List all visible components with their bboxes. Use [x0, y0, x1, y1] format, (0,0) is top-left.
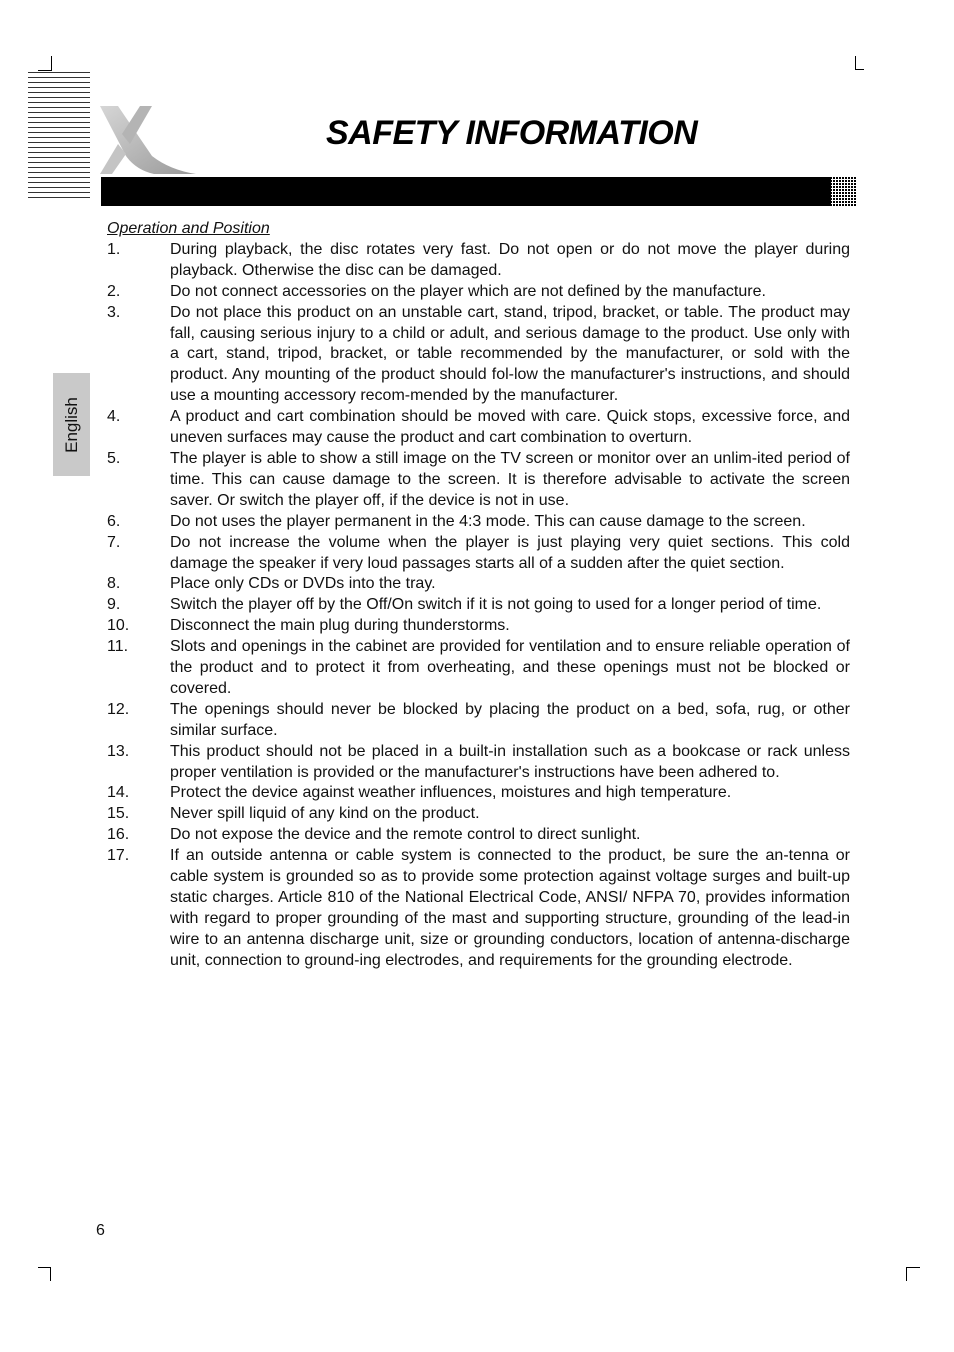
item-text: Never spill liquid of any kind on the product.: [170, 805, 480, 823]
item-number: 4.: [107, 408, 121, 426]
list-item: [107, 742, 850, 784]
item-number: 1.: [107, 240, 121, 258]
page-number: 6: [96, 1222, 105, 1239]
item-number: 7.: [107, 533, 121, 551]
item-number: 5.: [107, 449, 121, 467]
xoro-x-logo-icon: [96, 104, 200, 178]
item-text: The openings should never be blocked by placing the product on a bed, sofa, rug, or other similar surface.: [170, 700, 850, 739]
item-number: 10.: [107, 617, 130, 635]
item-number: 8.: [107, 575, 121, 593]
item-text: Slots and openings in the cabinet are provided for ventilation and to ensure reliable operation of the product and to protect it from overheating, and these openings must not be blocked or covered.: [170, 638, 850, 697]
item-text: Disconnect the main plug during thunderstorms.: [170, 617, 510, 635]
list-item: [107, 449, 850, 512]
item-number: 3.: [107, 303, 121, 321]
item-number: 11.: [107, 638, 129, 656]
item-number: 14.: [107, 784, 130, 802]
item-text: This product should not be placed in a built-in installation such as a bookcase or rack unless proper ventilation is provided or the manufacturer's instructions have been adhered to.: [170, 742, 850, 781]
list-item: [107, 595, 850, 616]
list-item: [107, 616, 850, 637]
language-label: English: [61, 396, 81, 453]
list-item: [107, 282, 850, 303]
section-heading: Operation and Position: [107, 220, 270, 237]
title-bar: [101, 177, 831, 206]
list-item: [107, 240, 850, 282]
list-item: [107, 846, 850, 971]
list-item: [107, 574, 850, 595]
item-number: 17.: [107, 847, 130, 865]
list-item: [107, 804, 850, 825]
list-item: [107, 533, 850, 575]
item-text: Protect the device against weather influences, moistures and high temperature.: [170, 784, 732, 802]
item-number: 15.: [107, 805, 130, 823]
list-item: [107, 700, 850, 742]
language-tab: [53, 373, 90, 476]
list-item: [107, 512, 850, 533]
list-item: [107, 783, 850, 804]
item-number: 16.: [107, 826, 130, 844]
item-text: Do not expose the device and the remote control to direct sunlight.: [170, 826, 641, 844]
item-text: If an outside antenna or cable system is connected to the product, be sure the an-tenna or cable system is grounded so as to provide some protection against voltage surges and built-up static charges. Article 810 of the National Electrical Code, ANSI/ NFPA 70, provides information with regard to proper grounding of the mast and supporting structure, grounding of the lead-in wire to an antenna discharge unit, size or grounding conductors, location of antenna-discharge unit, connection to ground-ing electrodes, and requirements for the grounding electrode.: [170, 847, 850, 969]
item-number: 9.: [107, 596, 121, 614]
item-number: 12.: [107, 700, 130, 718]
safety-list: [107, 240, 850, 972]
item-text: Do not uses the player permanent in the 4:3 mode. This can cause damage to the screen.: [170, 512, 806, 530]
item-text: During playback, the disc rotates very fast. Do not open or do not move the player during playback. Otherwise the disc can be damaged.: [170, 240, 850, 279]
item-number: 13.: [107, 742, 130, 760]
list-item: [107, 825, 850, 846]
item-text: Place only CDs or DVDs into the tray.: [170, 575, 436, 593]
item-number: 2.: [107, 282, 121, 300]
list-item: [107, 303, 850, 408]
item-text: Do not increase the volume when the player is just playing very quiet sections. This cold damage the speaker if very loud passages starts all of a sudden after the quiet section.: [170, 533, 850, 572]
list-item: [107, 407, 850, 449]
list-item: [107, 637, 850, 700]
item-text: A product and cart combination should be moved with care. Quick stops, excessive force, and uneven surfaces may cause the product and cart combination to overturn.: [170, 408, 850, 447]
page-title: SAFETY INFORMATION: [326, 114, 698, 152]
title-bar-dots: [818, 177, 856, 206]
item-text: Do not connect accessories on the player which are not defined by the manufacture.: [170, 282, 766, 300]
header-stripes: [28, 72, 90, 200]
item-text: The player is able to show a still image on the TV screen or monitor over an unlim-ited period of time. This can cause damage to the screen. It is therefore advisable to activate the screen saver. Or switch the player off, if the device is not in use.: [170, 449, 850, 509]
item-text: Switch the player off by the Off/On switch if it is not going to used for a longer period of time.: [170, 596, 822, 614]
item-text: Do not place this product on an unstable cart, stand, tripod, bracket, or table. The product may fall, causing serious injury to a child or adult, and serious damage to the product. Use only with a cart, stand, tripod, bracket, or table recommended by the manufacturer, or sold with the product. Any mounting of the product should fol-low the manufacturer's instructions, and should use a mounting accessory recom-mended by the manufacturer.: [170, 303, 850, 405]
item-number: 6.: [107, 512, 121, 530]
safety-content: [107, 219, 850, 972]
